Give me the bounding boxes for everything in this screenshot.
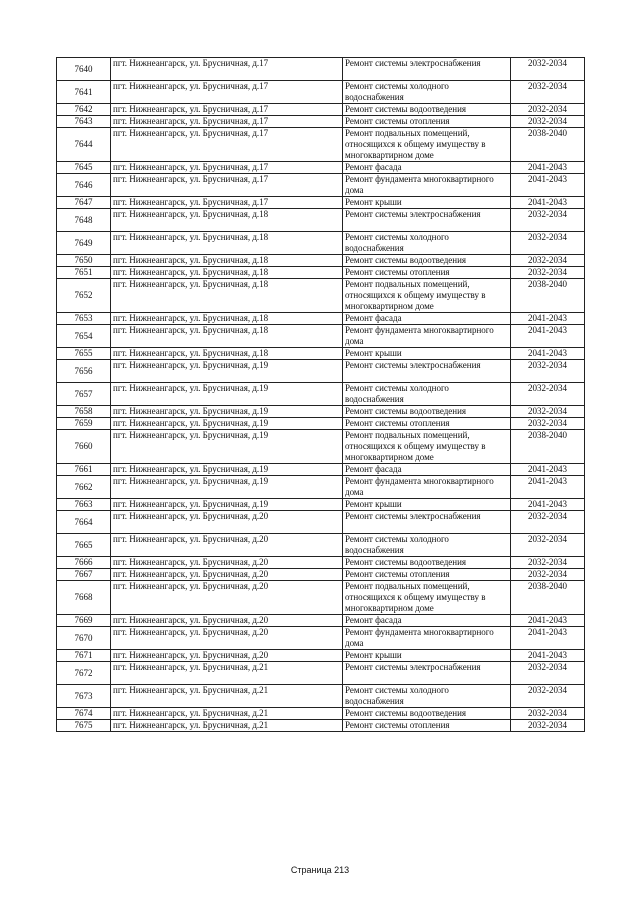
period-cell: 2032-2034	[511, 267, 585, 279]
row-number-cell: 7672	[57, 662, 111, 685]
table-row	[57, 511, 585, 534]
work-type-cell: Ремонт фасада	[343, 162, 511, 174]
address-cell: пгт. Нижнеангарск, ул. Брусничная, д.20	[111, 511, 343, 534]
work-type-cell: Ремонт системы электроснабжения	[343, 209, 511, 232]
row-number-cell: 7658	[57, 406, 111, 418]
period-cell: 2041-2043	[511, 464, 585, 476]
work-type-cell: Ремонт системы отопления	[343, 418, 511, 430]
period-cell: 2032-2034	[511, 360, 585, 383]
work-type-cell: Ремонт фундамента многоквартирного дома	[343, 476, 511, 499]
table-row	[57, 360, 585, 383]
address-cell: пгт. Нижнеангарск, ул. Брусничная, д.21	[111, 662, 343, 685]
period-cell: 2032-2034	[511, 534, 585, 557]
table-row	[57, 313, 585, 325]
table-row	[57, 383, 585, 406]
work-type-cell: Ремонт системы электроснабжения	[343, 662, 511, 685]
address-cell: пгт. Нижнеангарск, ул. Брусничная, д.17	[111, 58, 343, 81]
row-number-cell: 7655	[57, 348, 111, 360]
row-number-cell: 7642	[57, 104, 111, 116]
row-number-cell: 7667	[57, 569, 111, 581]
table-row	[57, 58, 585, 81]
row-number-cell: 7653	[57, 313, 111, 325]
table-row	[57, 557, 585, 569]
works-table	[56, 57, 585, 732]
table-row	[57, 581, 585, 615]
period-cell: 2032-2034	[511, 720, 585, 732]
address-cell: пгт. Нижнеангарск, ул. Брусничная, д.19	[111, 418, 343, 430]
row-number-cell: 7640	[57, 58, 111, 81]
table-body	[57, 58, 585, 732]
work-type-cell: Ремонт системы холодного водоснабжения	[343, 685, 511, 708]
address-cell: пгт. Нижнеангарск, ул. Брусничная, д.20	[111, 615, 343, 627]
table-row	[57, 418, 585, 430]
work-type-cell: Ремонт фасада	[343, 615, 511, 627]
address-cell: пгт. Нижнеангарск, ул. Брусничная, д.20	[111, 569, 343, 581]
table-row	[57, 720, 585, 732]
table-row	[57, 430, 585, 464]
row-number-cell: 7662	[57, 476, 111, 499]
period-cell: 2032-2034	[511, 406, 585, 418]
row-number-cell: 7660	[57, 430, 111, 464]
work-type-cell: Ремонт системы отопления	[343, 720, 511, 732]
address-cell: пгт. Нижнеангарск, ул. Брусничная, д.20	[111, 557, 343, 569]
work-type-cell: Ремонт крыши	[343, 499, 511, 511]
work-type-cell: Ремонт подвальных помещений, относящихся к общему имуществу в многоквартирном доме	[343, 128, 511, 162]
work-type-cell: Ремонт крыши	[343, 348, 511, 360]
period-cell: 2032-2034	[511, 81, 585, 104]
address-cell: пгт. Нижнеангарск, ул. Брусничная, д.19	[111, 430, 343, 464]
table-row	[57, 708, 585, 720]
row-number-cell: 7648	[57, 209, 111, 232]
period-cell: 2041-2043	[511, 325, 585, 348]
row-number-cell: 7644	[57, 128, 111, 162]
table-row	[57, 650, 585, 662]
row-number-cell: 7675	[57, 720, 111, 732]
work-type-cell: Ремонт системы водоотведения	[343, 104, 511, 116]
period-cell: 2032-2034	[511, 116, 585, 128]
address-cell: пгт. Нижнеангарск, ул. Брусничная, д.18	[111, 255, 343, 267]
address-cell: пгт. Нижнеангарск, ул. Брусничная, д.18	[111, 209, 343, 232]
address-cell: пгт. Нижнеангарск, ул. Брусничная, д.17	[111, 162, 343, 174]
period-cell: 2032-2034	[511, 209, 585, 232]
row-number-cell: 7665	[57, 534, 111, 557]
table-row	[57, 232, 585, 255]
work-type-cell: Ремонт системы холодного водоснабжения	[343, 232, 511, 255]
row-number-cell: 7652	[57, 279, 111, 313]
period-cell: 2041-2043	[511, 615, 585, 627]
work-type-cell: Ремонт системы электроснабжения	[343, 360, 511, 383]
table-row	[57, 174, 585, 197]
period-cell: 2032-2034	[511, 557, 585, 569]
address-cell: пгт. Нижнеангарск, ул. Брусничная, д.20	[111, 650, 343, 662]
table-row	[57, 499, 585, 511]
row-number-cell: 7654	[57, 325, 111, 348]
period-cell: 2032-2034	[511, 104, 585, 116]
address-cell: пгт. Нижнеангарск, ул. Брусничная, д.18	[111, 267, 343, 279]
row-number-cell: 7645	[57, 162, 111, 174]
address-cell: пгт. Нижнеангарск, ул. Брусничная, д.17	[111, 81, 343, 104]
work-type-cell: Ремонт системы водоотведения	[343, 406, 511, 418]
work-type-cell: Ремонт системы холодного водоснабжения	[343, 81, 511, 104]
work-type-cell: Ремонт подвальных помещений, относящихся к общему имуществу в многоквартирном доме	[343, 279, 511, 313]
address-cell: пгт. Нижнеангарск, ул. Брусничная, д.18	[111, 348, 343, 360]
work-type-cell: Ремонт системы холодного водоснабжения	[343, 383, 511, 406]
table-row	[57, 104, 585, 116]
address-cell: пгт. Нижнеангарск, ул. Брусничная, д.20	[111, 534, 343, 557]
address-cell: пгт. Нижнеангарск, ул. Брусничная, д.17	[111, 116, 343, 128]
address-cell: пгт. Нижнеангарск, ул. Брусничная, д.18	[111, 325, 343, 348]
row-number-cell: 7664	[57, 511, 111, 534]
address-cell: пгт. Нижнеангарск, ул. Брусничная, д.18	[111, 232, 343, 255]
period-cell: 2032-2034	[511, 569, 585, 581]
work-type-cell: Ремонт фундамента многоквартирного дома	[343, 627, 511, 650]
period-cell: 2038-2040	[511, 279, 585, 313]
address-cell: пгт. Нижнеангарск, ул. Брусничная, д.19	[111, 360, 343, 383]
table-row	[57, 128, 585, 162]
row-number-cell: 7673	[57, 685, 111, 708]
address-cell: пгт. Нижнеангарск, ул. Брусничная, д.20	[111, 581, 343, 615]
work-type-cell: Ремонт фундамента многоквартирного дома	[343, 325, 511, 348]
row-number-cell: 7650	[57, 255, 111, 267]
work-type-cell: Ремонт фасада	[343, 464, 511, 476]
period-cell: 2038-2040	[511, 430, 585, 464]
period-cell: 2032-2034	[511, 662, 585, 685]
row-number-cell: 7647	[57, 197, 111, 209]
address-cell: пгт. Нижнеангарск, ул. Брусничная, д.21	[111, 720, 343, 732]
table-row	[57, 685, 585, 708]
address-cell: пгт. Нижнеангарск, ул. Брусничная, д.17	[111, 174, 343, 197]
period-cell: 2041-2043	[511, 174, 585, 197]
row-number-cell: 7641	[57, 81, 111, 104]
period-cell: 2041-2043	[511, 627, 585, 650]
table-row	[57, 627, 585, 650]
table-row	[57, 255, 585, 267]
work-type-cell: Ремонт фасада	[343, 313, 511, 325]
address-cell: пгт. Нижнеангарск, ул. Брусничная, д.19	[111, 406, 343, 418]
row-number-cell: 7669	[57, 615, 111, 627]
table-row	[57, 209, 585, 232]
period-cell: 2032-2034	[511, 383, 585, 406]
table-row	[57, 662, 585, 685]
address-cell: пгт. Нижнеангарск, ул. Брусничная, д.19	[111, 464, 343, 476]
row-number-cell: 7659	[57, 418, 111, 430]
address-cell: пгт. Нижнеангарск, ул. Брусничная, д.19	[111, 499, 343, 511]
work-type-cell: Ремонт системы холодного водоснабжения	[343, 534, 511, 557]
row-number-cell: 7646	[57, 174, 111, 197]
table-row	[57, 476, 585, 499]
table-row	[57, 348, 585, 360]
table-row	[57, 406, 585, 418]
address-cell: пгт. Нижнеангарск, ул. Брусничная, д.17	[111, 128, 343, 162]
table-row	[57, 534, 585, 557]
period-cell: 2041-2043	[511, 650, 585, 662]
work-type-cell: Ремонт системы электроснабжения	[343, 58, 511, 81]
row-number-cell: 7649	[57, 232, 111, 255]
table-row	[57, 162, 585, 174]
row-number-cell: 7674	[57, 708, 111, 720]
table-row	[57, 197, 585, 209]
work-type-cell: Ремонт системы водоотведения	[343, 255, 511, 267]
address-cell: пгт. Нижнеангарск, ул. Брусничная, д.20	[111, 627, 343, 650]
work-type-cell: Ремонт фундамента многоквартирного дома	[343, 174, 511, 197]
row-number-cell: 7671	[57, 650, 111, 662]
period-cell: 2032-2034	[511, 708, 585, 720]
address-cell: пгт. Нижнеангарск, ул. Брусничная, д.18	[111, 313, 343, 325]
table-row	[57, 279, 585, 313]
row-number-cell: 7666	[57, 557, 111, 569]
table-row	[57, 267, 585, 279]
row-number-cell: 7663	[57, 499, 111, 511]
row-number-cell: 7670	[57, 627, 111, 650]
row-number-cell: 7651	[57, 267, 111, 279]
work-type-cell: Ремонт системы отопления	[343, 267, 511, 279]
period-cell: 2041-2043	[511, 348, 585, 360]
page-number: Страница 213	[290, 865, 350, 875]
work-type-cell: Ремонт системы водоотведения	[343, 557, 511, 569]
work-type-cell: Ремонт системы электроснабжения	[343, 511, 511, 534]
work-type-cell: Ремонт крыши	[343, 197, 511, 209]
period-cell: 2041-2043	[511, 476, 585, 499]
work-type-cell: Ремонт системы водоотведения	[343, 708, 511, 720]
address-cell: пгт. Нижнеангарск, ул. Брусничная, д.21	[111, 708, 343, 720]
period-cell: 2032-2034	[511, 511, 585, 534]
work-type-cell: Ремонт системы отопления	[343, 116, 511, 128]
period-cell: 2041-2043	[511, 197, 585, 209]
address-cell: пгт. Нижнеангарск, ул. Брусничная, д.19	[111, 476, 343, 499]
period-cell: 2038-2040	[511, 581, 585, 615]
row-number-cell: 7668	[57, 581, 111, 615]
period-cell: 2032-2034	[511, 58, 585, 81]
period-cell: 2041-2043	[511, 313, 585, 325]
work-type-cell: Ремонт крыши	[343, 650, 511, 662]
row-number-cell: 7643	[57, 116, 111, 128]
period-cell: 2038-2040	[511, 128, 585, 162]
row-number-cell: 7657	[57, 383, 111, 406]
row-number-cell: 7661	[57, 464, 111, 476]
address-cell: пгт. Нижнеангарск, ул. Брусничная, д.17	[111, 197, 343, 209]
table-row	[57, 464, 585, 476]
address-cell: пгт. Нижнеангарск, ул. Брусничная, д.19	[111, 383, 343, 406]
period-cell: 2032-2034	[511, 685, 585, 708]
address-cell: пгт. Нижнеангарск, ул. Брусничная, д.21	[111, 685, 343, 708]
work-type-cell: Ремонт системы отопления	[343, 569, 511, 581]
work-type-cell: Ремонт подвальных помещений, относящихся к общему имуществу в многоквартирном доме	[343, 430, 511, 464]
address-cell: пгт. Нижнеангарск, ул. Брусничная, д.17	[111, 104, 343, 116]
table-row	[57, 325, 585, 348]
period-cell: 2032-2034	[511, 232, 585, 255]
table-row	[57, 116, 585, 128]
period-cell: 2041-2043	[511, 162, 585, 174]
table-row	[57, 615, 585, 627]
work-type-cell: Ремонт подвальных помещений, относящихся к общему имуществу в многоквартирном доме	[343, 581, 511, 615]
address-cell: пгт. Нижнеангарск, ул. Брусничная, д.18	[111, 279, 343, 313]
table-row	[57, 81, 585, 104]
row-number-cell: 7656	[57, 360, 111, 383]
period-cell: 2032-2034	[511, 255, 585, 267]
period-cell: 2041-2043	[511, 499, 585, 511]
table-row	[57, 569, 585, 581]
period-cell: 2032-2034	[511, 418, 585, 430]
